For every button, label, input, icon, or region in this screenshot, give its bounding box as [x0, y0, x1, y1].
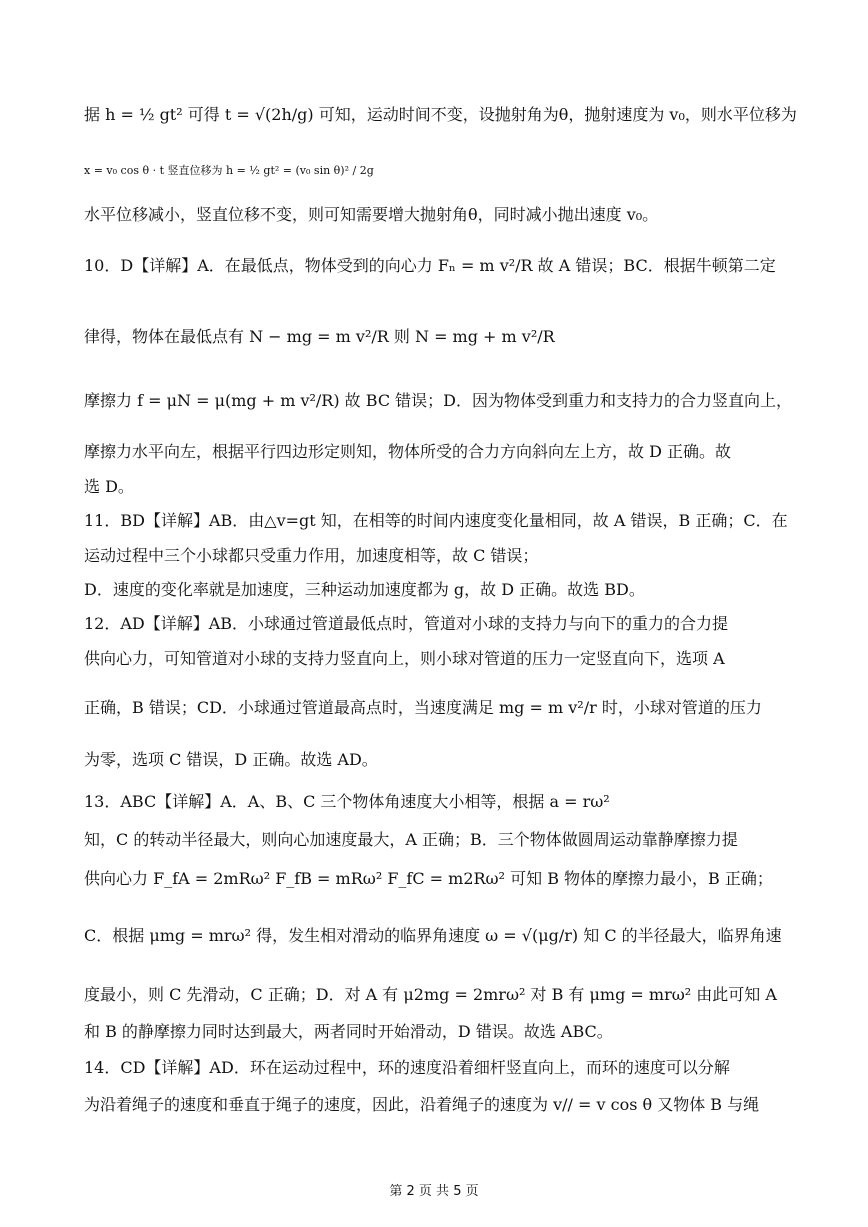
text-line-22: 14．CD【详解】AD．环在运动过程中，环的速度沿着细杆竖直向上，而环的速度可以分解: [84, 1058, 730, 1077]
page-footer: 第 2 页 共 5 页: [389, 1184, 479, 1199]
text-line-12: 12．AD【详解】AB．小球通过管道最低点时，管道对小球的支持力与向下的重力的合力提: [84, 614, 729, 633]
text-line-1: 据 h = ½ gt² 可得 t = √(2h/g) 可知，运动时间不变，设抛射角为θ，抛射速度为 v₀，则水平位移为: [84, 105, 797, 124]
text-line-20: 度最小，则 C 先滑动，C 正确；D．对 A 有 μ2mg = 2mrω² 对 B 有 μmg = mrω² 由此可知 A: [84, 985, 777, 1004]
text-line-23: 为沿着绳子的速度和垂直于绳子的速度，因此，沿着绳子的速度为 v// = v cos θ 又物体 B 与绳: [84, 1095, 760, 1114]
text-line-13: 供向心力，可知管道对小球的支持力竖直向上，则小球对管道的压力一定竖直向下，选项 A: [84, 649, 725, 668]
text-line-11: D．速度的变化率就是加速度，三种运动加速度都为 g，故 D 正确。故选 BD。: [84, 580, 645, 599]
text-line-21: 和 B 的静摩擦力同时达到最大，两者同时开始滑动，D 错误。故选 ABC。: [84, 1022, 613, 1041]
text-line-3: 水平位移减小，竖直位移不变，则可知需要增大抛射角θ，同时减小抛出速度 v₀。: [84, 205, 659, 224]
text-line-14: 正确，B 错误；CD．小球通过管道最高点时，当速度满足 mg = m v²/r 时，小球对管道的压力: [84, 698, 762, 717]
text-line-9: 11．BD【详解】AB．由△v=gt 知，在相等的时间内速度变化量相同，故 A 错误，B 正确；C．在: [84, 511, 788, 530]
text-line-15: 为零，选项 C 错误，D 正确。故选 AD。: [84, 750, 378, 769]
text-line-6: 摩擦力 f = μN = μ(mg + m v²/R) 故 BC 错误；D．因为物体受到重力和支持力的合力竖直向上，: [84, 391, 792, 410]
text-line-8: 选 D。: [84, 477, 134, 496]
text-line-17: 知，C 的转动半径最大，则向心加速度最大，A 正确；B．三个物体做圆周运动靠静摩擦力提: [84, 830, 738, 849]
text-line-5: 律得，物体在最低点有 N − mg = m v²/R 则 N = mg + m v²/R: [84, 327, 555, 346]
text-line-2: x = v₀ cos θ · t 竖直位移为 h = ½ gt² = (v₀ sin θ)² / 2g: [84, 164, 374, 177]
text-line-19: C．根据 μmg = mrω² 得，发生相对滑动的临界角速度 ω = √(μg/r) 知 C 的半径最大，临界角速: [84, 926, 782, 945]
text-line-10: 运动过程中三个小球都只受重力作用，加速度相等，故 C 错误；: [84, 546, 539, 565]
text-line-18: 供向心力 F_fA = 2mRω² F_fB = mRω² F_fC = m2Rω² 可知 B 物体的摩擦力最小，B 正确；: [84, 869, 773, 888]
text-line-4: 10．D【详解】A．在最低点，物体受到的向心力 Fₙ = m v²/R 故 A 错误；BC．根据牛顿第二定: [84, 256, 776, 275]
text-line-16: 13．ABC【详解】A．A、B、C 三个物体角速度大小相等，根据 a = rω²: [84, 792, 610, 811]
text-line-7: 摩擦力水平向左，根据平行四边形定则知，物体所受的合力方向斜向左上方，故 D 正确。故: [84, 442, 732, 461]
